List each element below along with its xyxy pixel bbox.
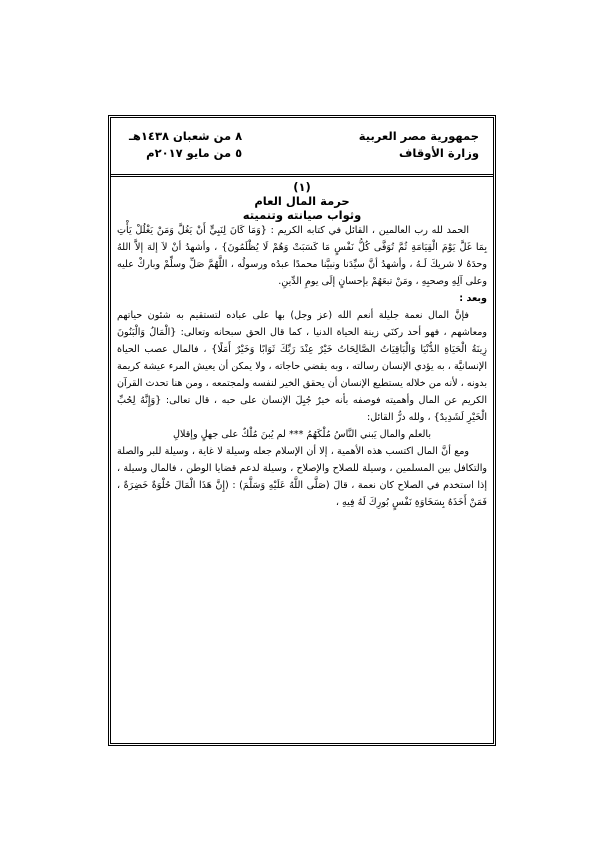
sermon-title-block (117, 180, 487, 222)
issuer-block (359, 128, 479, 162)
sermon-number: (١) (293, 180, 311, 194)
sermon-subtitle: وثواب صيانته وتنميته (242, 208, 362, 222)
country-name: جمهورية مصر العربية (358, 129, 479, 143)
sermon-content (117, 180, 487, 739)
opening-paragraph: الحمد لله رب العالمين ، القائل في كتابه الكريم : {وَمَا كَانَ لِنَبِيٍّ أَنْ يَغُلَّ وَمَنْ يَغْلُلْ يَأْتِ بِمَا غَلَّ يَوْمَ الْقِيَامَةِ ثُمَّ تُوَفَّى كُلُّ نَفْسٍ مَا كَسَبَتْ وَهُمْ لَا يُظْلَمُونَ} ، وأشهدُ أنْ لاَ إلهَ إلاَّ اللهُ وحدَهُ لا شريكَ لَـهُ ، وأشهدُ أنَّ سيِّدَنا ونبيَّنا محمدًا عبدُه ورسولُه ، اللَّهُمَّ صَلِّ وسلِّمْ وباركْ عليه وعلى آلِهِ وصحبِهِ ، ومَنْ تبعَهُمْ بإحسانٍ إلَى يومِ الدِّينِ. (117, 225, 487, 287)
sermon-title: حرمة المال العام (254, 194, 350, 208)
gregorian-date: ٥ من مايو ٢٠١٧م (146, 146, 243, 160)
ministry-name: وزارة الأوقاف (399, 146, 479, 160)
date-block (129, 128, 242, 162)
hijri-date: ٨ من شعبان ١٤٣٨هـ (129, 129, 243, 143)
poetry-verse: بالعلم والمال يَبني النَّاسُ مُلْكَهُمُ *** لم يُبنَ مُلْكٌ على جهلٍ وإقلالِ (173, 429, 431, 440)
wabaad-heading: وبعد : (459, 293, 487, 304)
page-header (111, 118, 493, 177)
page-frame (108, 115, 496, 746)
paragraph-wealth-means: ومع أنَّ المال اكتسب هذه الأهمية ، إلا أن الإسلام جعله وسيلة لا غاية ، وسيلة للبر والصلة والتكافل بين المسلمين ، وسيلة للصلاح والإصلاح ، وسيلة لدعم قضايا الوطن ، فالمال وسيلة ، إذا استخدم في الصلاح كان نعمة ، قالَ (صَلَّى اللَّهُ عَلَيْهِ وَسَلَّمَ) : (إِنَّ هَذَا الْمَالَ حُلْوَةٌ خَضِرَةٌ ، فَمَنْ أَخَذَهُ بِسَخَاوَةِ نَفْسٍ بُورِكَ لَهُ فِيهِ ، (117, 446, 487, 508)
paragraph-wealth-blessing: فإنَّ المال نعمة جليلة أنعم الله (عز وجل) بها على عباده لتستقيم به شئون حياتهم ومعاشهم ، فهو أحد ركنَي زينة الحياة الدنيا ، كما قال الحق سبحانه وتعالى: {الْمَالُ وَالْبَنُونَ زِينَةُ الْحَيَاةِ الدُّنْيَا وَالْبَاقِيَاتُ الصَّالِحَاتُ خَيْرٌ عِنْدَ رَبِّكَ ثَوَابًا وَخَيْرٌ أَمَلًا} ، فالمال عصب الحياة الإنسانيَّة ، به يؤدي الإنسان رسالته ، وبه يقضي حاجاته ، ولا يمكن أن يعيش المرء عيشة كريمة بدونه ، لأنه من خلاله يستطيع الإنسان أن يحقق الخير لنفسه ولمجتمعه ، ومن هنا تحدث القرآن الكريم عن المال وأهميته فوصفه بأنه خيرٌ جُبِلَ الإنسان على حبه ، قال تعالى: {وَإِنَّهُ لِحُبِّ الْخَيْرِ لَشَدِيدٌ} ، ولله درُّ القائل: (117, 310, 487, 423)
